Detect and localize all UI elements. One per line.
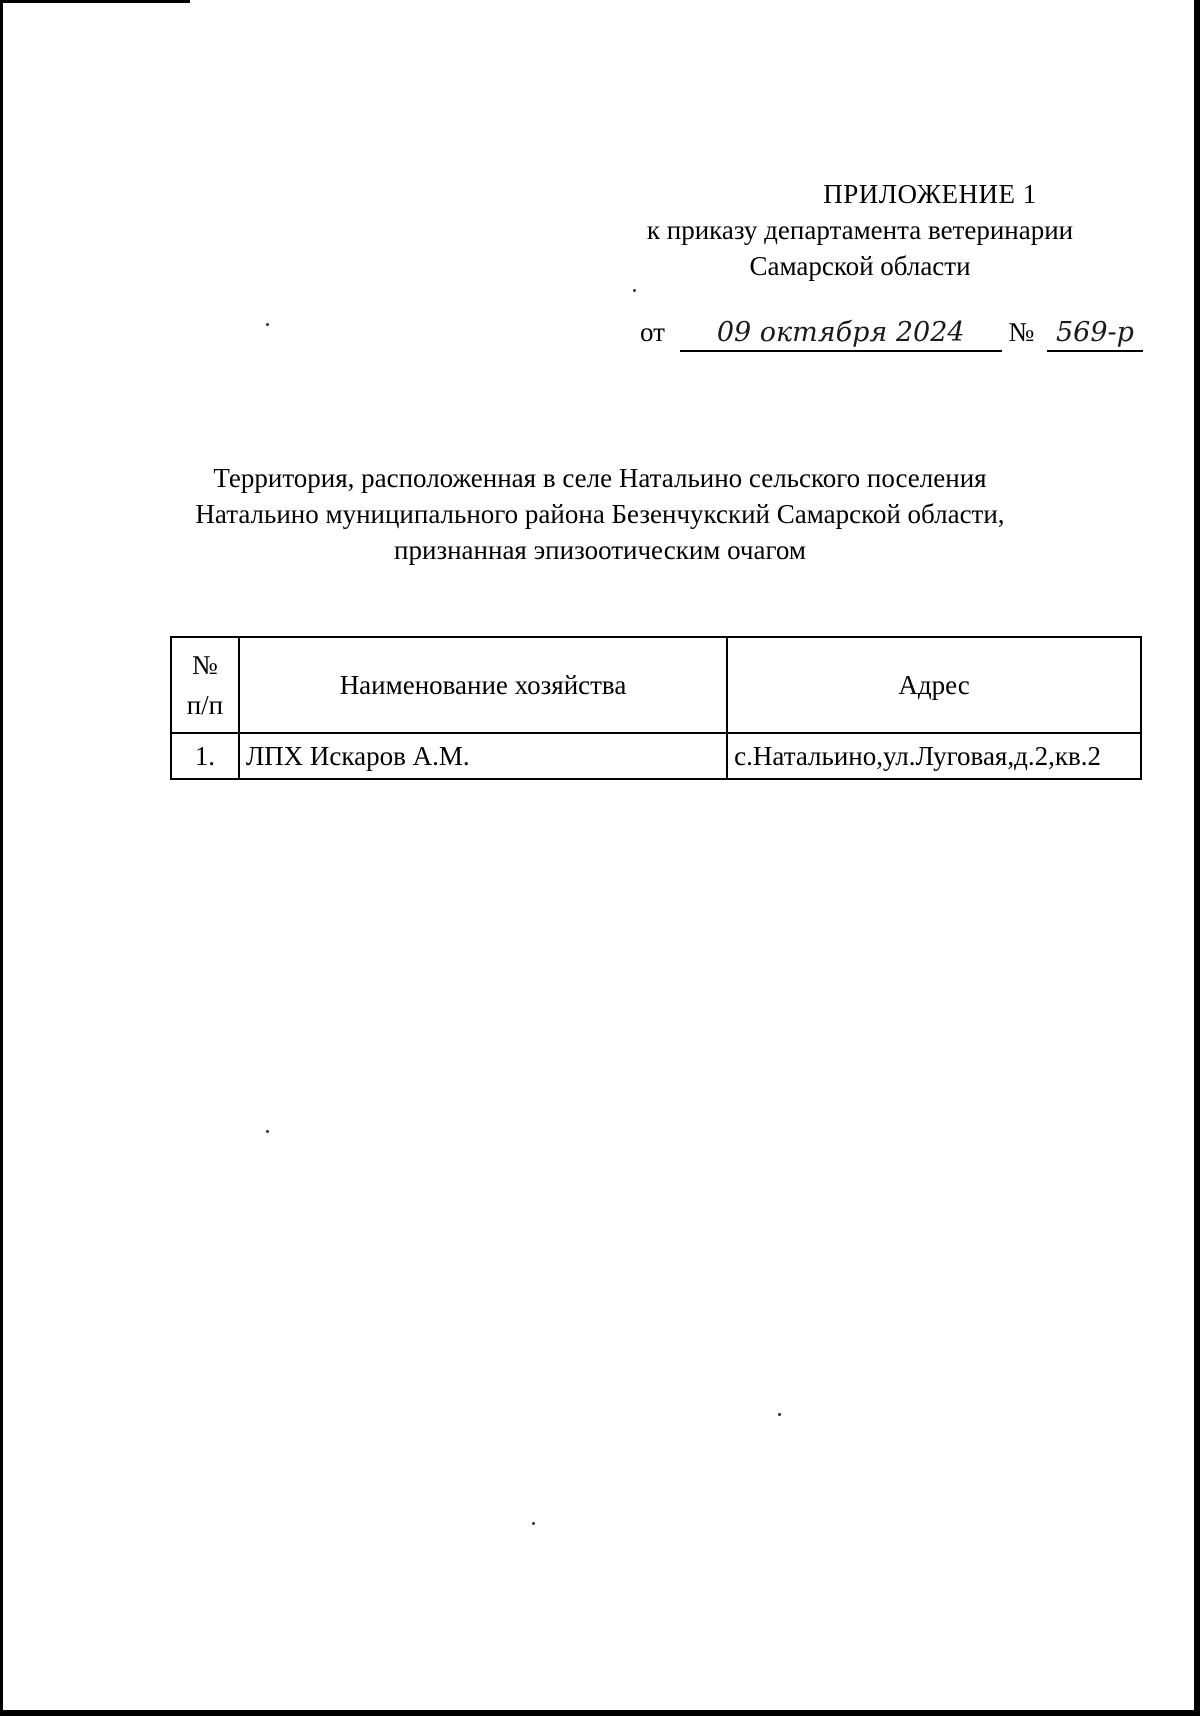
table-row <box>171 733 1141 779</box>
appendix-line-2: Самарской области <box>749 251 971 281</box>
table-header-row <box>171 637 1141 733</box>
order-date-line <box>640 316 1143 352</box>
scan-speck <box>778 1413 781 1416</box>
header-num-line-1: № <box>192 650 218 680</box>
header-name: Наименование хозяйства <box>239 637 727 733</box>
heading-line-1: Территория, расположенная в селе Натальино сельского поселения <box>213 463 987 493</box>
scan-speck <box>266 323 269 326</box>
scan-speck <box>633 289 636 292</box>
scan-speck <box>266 1130 269 1133</box>
farms-table <box>170 636 1142 780</box>
row-num: 1. <box>171 733 239 779</box>
handwritten-date: 09 октября 2024 <box>680 316 1002 352</box>
header-address: Адрес <box>727 637 1141 733</box>
number-label: № <box>1008 317 1035 347</box>
row-address: с.Натальино,ул.Луговая,д.2,кв.2 <box>727 733 1141 779</box>
scan-border-right <box>1194 0 1200 1716</box>
row-name: ЛПХ Искаров А.М. <box>239 733 727 779</box>
header-num-line-2: п/п <box>186 690 224 720</box>
header-num <box>171 637 239 733</box>
scan-border-top <box>0 0 190 3</box>
appendix-title: ПРИЛОЖЕНИЕ 1 <box>823 179 1037 209</box>
appendix-header <box>620 176 1100 284</box>
scan-border-bottom <box>0 1710 1200 1716</box>
scan-border-left <box>0 0 3 1716</box>
heading-line-2: Натальино муниципального района Безенчукский Самарской области, <box>195 499 1005 529</box>
document-heading <box>170 460 1030 568</box>
from-label: от <box>640 317 665 347</box>
appendix-line-1: к приказу департамента ветеринарии <box>646 215 1074 245</box>
handwritten-number: 569-р <box>1047 316 1143 352</box>
heading-line-3: признанная эпизоотическим очагом <box>394 535 806 565</box>
scan-speck <box>532 1522 535 1525</box>
